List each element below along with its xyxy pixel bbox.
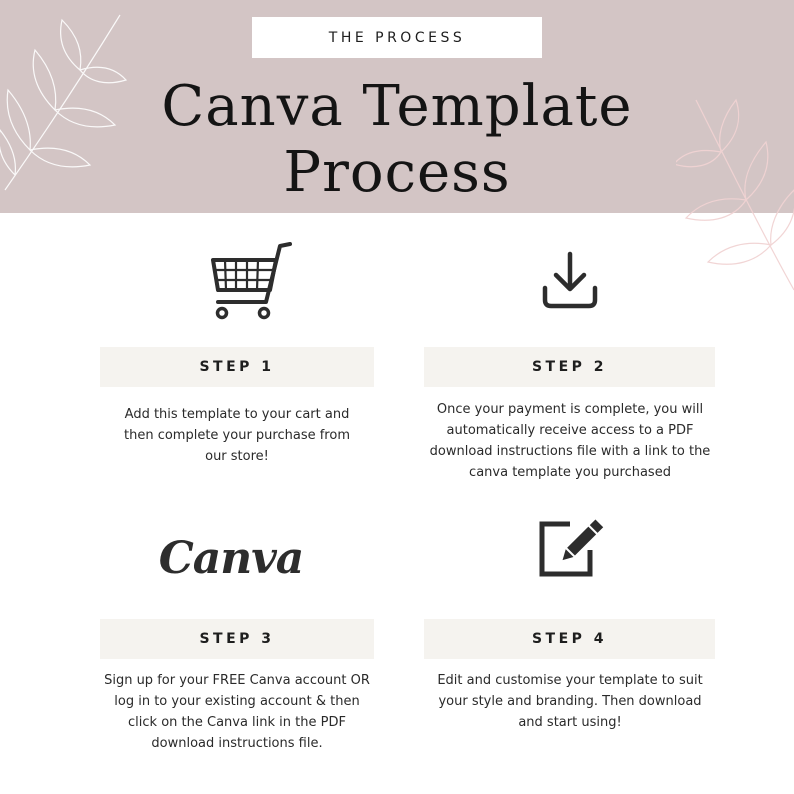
canva-logo: Canva	[158, 532, 304, 584]
step-2-description: Once your payment is complete, you will automatically receive access to a PDF download instructions file with a link to the canva template you purchased	[429, 402, 711, 480]
title-line-1: Canva Template	[161, 74, 633, 139]
shopping-cart-icon	[208, 240, 294, 322]
step-1-description: Add this template to your cart and then complete your purchase from our store!	[124, 407, 350, 464]
step-4-label: STEP 4	[424, 619, 715, 659]
step-2-label: STEP 2	[424, 347, 715, 387]
step-3-description: Sign up for your FREE Canva account OR log in to your existing account & then click on the Canva link in the PDF download instructions file.	[104, 673, 370, 751]
step-4-description: Edit and customise your template to suit your style and branding. Then download and start using!	[437, 673, 703, 730]
step-1-label: STEP 1	[100, 347, 374, 387]
title-line-2: Process	[283, 140, 511, 205]
step-3-label: STEP 3	[100, 619, 374, 659]
the-process-badge: THE PROCESS	[252, 17, 542, 58]
page-title	[100, 74, 694, 206]
edit-icon	[536, 516, 604, 580]
download-icon	[540, 250, 600, 312]
